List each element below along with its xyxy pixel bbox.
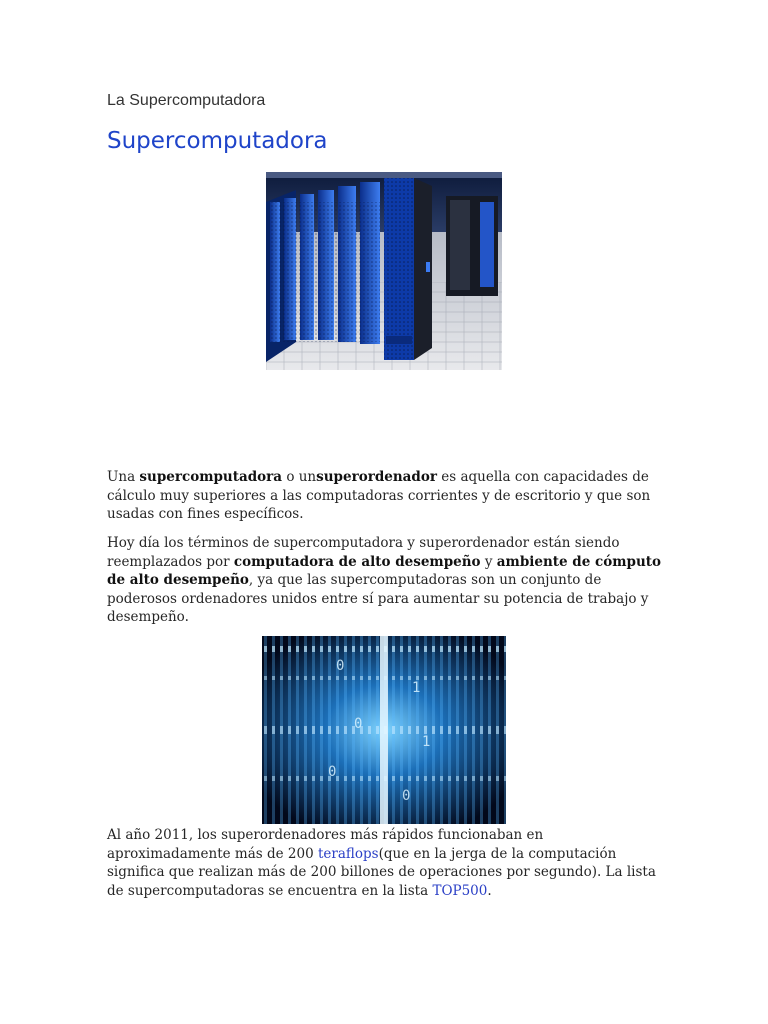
top500-link[interactable]: TOP500 xyxy=(432,882,488,899)
bold-term-supercomputadora: supercomputadora xyxy=(139,469,283,485)
teraflops-link[interactable]: teraflops xyxy=(317,845,379,862)
paragraph-definition: Una supercomputadora o unsuperordenador es aquella con capacidades de cálculo muy superiores a las computadoras corrientes y de escritorio y que son usadas con fines específicos. xyxy=(107,469,651,523)
page-title: Supercomputadora xyxy=(107,128,328,154)
bold-term-alto-desempeno: computadora de alto desempeño xyxy=(233,553,481,570)
binary-code-image xyxy=(262,636,506,824)
bold-term-superordenador: superordenador xyxy=(316,469,437,485)
paragraph-teraflops: Al año 2011, los superordenadores más rápidos funcionaban en aproximadamente más de 200 teraflops(que en la jerga de la computación significa que realizan más de 200 billones de operaciones por segundo). La lista de supercomputadoras se encuentra en la lista TOP500. xyxy=(107,827,656,899)
svg-text:1: 1 xyxy=(422,734,431,750)
svg-text:0: 0 xyxy=(336,658,345,674)
supercomputer-racks-image xyxy=(266,172,502,370)
svg-text:0: 0 xyxy=(328,764,337,780)
svg-text:1: 1 xyxy=(412,680,421,696)
bold-term-ambiente-computo: ambiente de cómputo de alto desempeño xyxy=(107,553,662,589)
svg-text:0: 0 xyxy=(402,788,411,804)
svg-text:0: 0 xyxy=(354,716,363,732)
paragraph-terms: Hoy día los términos de supercomputadora y superordenador están siendo reemplazados por computadora de alto desempeño y ambiente de cómputo de alto desempeño, ya que las supercomputadoras son un conjunto de poderosos ordenadores unidos entre sí para aumentar su potencia de trabajo y desempeño. xyxy=(107,535,662,626)
document-header-title: La Supercomputadora xyxy=(107,92,266,109)
